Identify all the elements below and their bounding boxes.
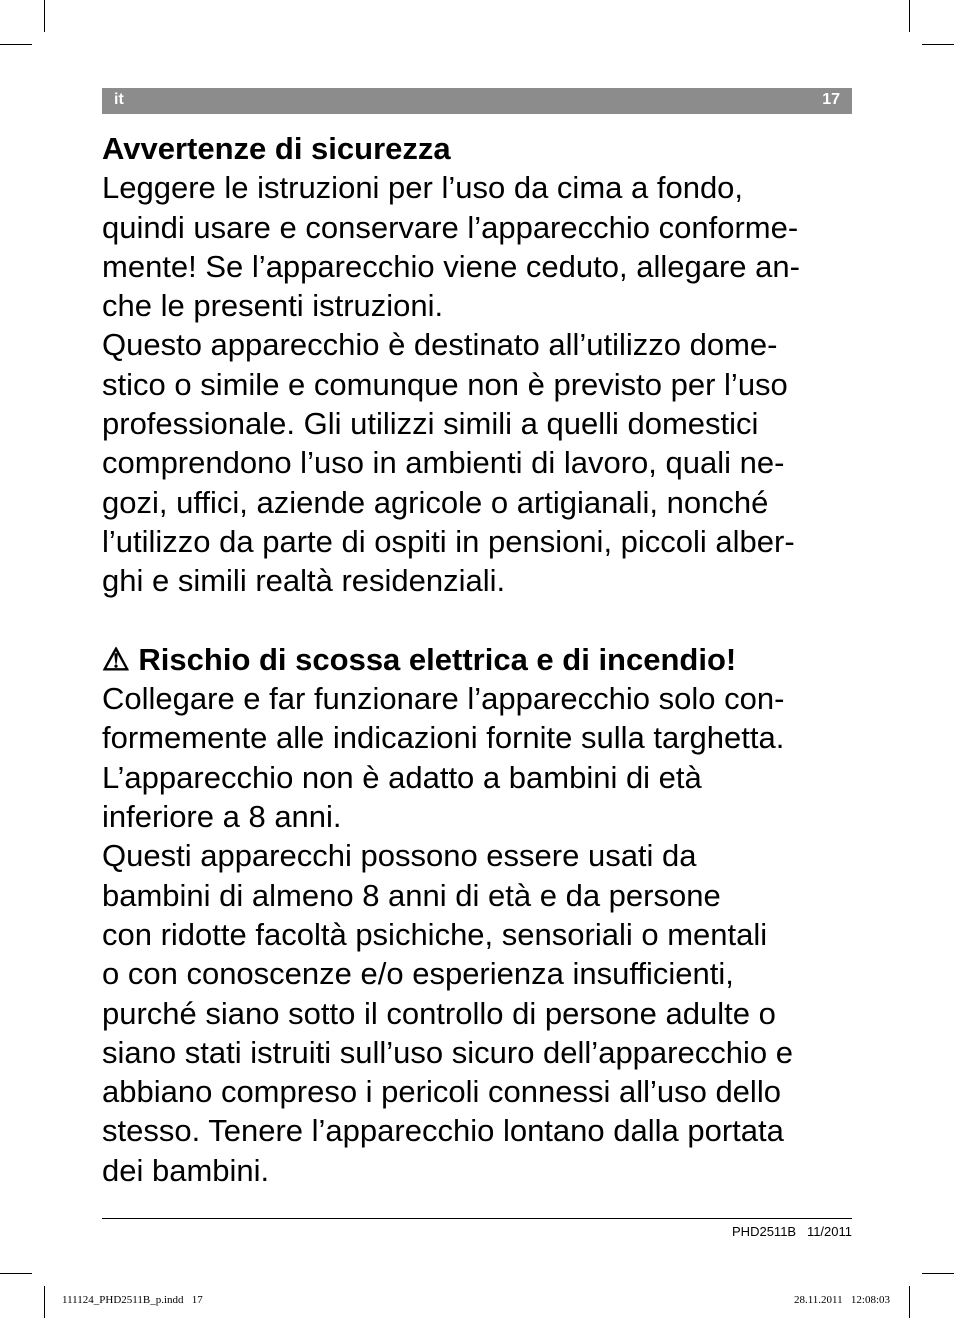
footer-date: 11/2011: [806, 1224, 852, 1239]
section-title-electric-risk-text: Rischio di scossa elettrica e di incendio!: [138, 641, 737, 677]
text-line: ghi e simili realtà residenziali.: [102, 563, 506, 599]
text-line: quindi usare e conservare l’apparecchio conforme-: [102, 209, 799, 245]
text-line: stico o simile e comunque non è previsto per l’uso: [102, 366, 788, 402]
section-title-electric-risk: [102, 640, 862, 679]
section-body-electric-risk: [102, 679, 862, 1190]
text-line: con ridotte facoltà psichiche, sensoriali o mentali: [102, 916, 768, 952]
footer-rule: [102, 1218, 852, 1219]
crop-mark: [0, 1273, 32, 1274]
text-line: che le presenti istruzioni.: [102, 288, 444, 324]
slug-file: 111124_PHD2511B_p.indd 17: [62, 1294, 203, 1306]
section-title-safety: Avvertenze di sicurezza: [102, 131, 451, 166]
paragraph-gap: [102, 601, 862, 640]
text-line: formemente alle indicazioni fornite sulla targhetta.: [102, 720, 785, 756]
text-line: siano stati istruiti sull’uso sicuro dell’apparecchio e: [102, 1034, 793, 1070]
text-line: Questo apparecchio è destinato all’utilizzo dome-: [102, 327, 778, 363]
text-line: L’apparecchio non è adatto a bambini di età: [102, 759, 702, 795]
text-line: purché siano sotto il controllo di persone adulte o: [102, 995, 776, 1031]
crop-mark: [44, 1286, 45, 1318]
crop-mark: [909, 0, 910, 32]
text-line: dei bambini.: [102, 1152, 270, 1188]
footer-model-date: [732, 1224, 852, 1239]
text-line: Questi apparecchi possono essere usati da: [102, 838, 697, 874]
slug-timestamp: 28.11.2011 12:08:03: [793, 1294, 890, 1306]
warning-icon: ⚠: [102, 641, 130, 677]
text-line: abbiano compreso i pericoli connessi all’uso dello: [102, 1074, 781, 1110]
text-line: comprendono l’uso in ambienti di lavoro, quali ne-: [102, 445, 785, 481]
page-header-bar: [102, 88, 852, 114]
text-line: mente! Se l’apparecchio viene ceduto, allegare an-: [102, 248, 800, 284]
footer-model: PHD2511B: [732, 1224, 797, 1239]
crop-mark: [922, 44, 954, 45]
text-line: inferiore a 8 anni.: [102, 799, 342, 835]
text-line: bambini di almeno 8 anni di età e da persone: [102, 877, 721, 913]
text-line: gozi, uffici, aziende agricole o artigianali, nonché: [102, 484, 769, 520]
crop-mark: [44, 0, 45, 32]
text-line: l’utilizzo da parte di ospiti in pensioni, piccoli alber-: [102, 523, 795, 559]
text-line: o con conoscenze e/o esperienza insufficienti,: [102, 956, 734, 992]
section-body-safety: [102, 168, 862, 600]
language-label: it: [114, 91, 124, 108]
text-line: professionale. Gli utilizzi simili a quelli domestici: [102, 406, 759, 442]
crop-mark: [909, 1286, 910, 1318]
text-line: stesso. Tenere l’apparecchio lontano dalla portata: [102, 1113, 784, 1149]
text-line: Collegare e far funzionare l’apparecchio solo con-: [102, 681, 785, 717]
page-number: 17: [822, 91, 840, 108]
main-content: [102, 129, 862, 1190]
crop-mark: [0, 44, 32, 45]
text-line: Leggere le istruzioni per l’uso da cima a fondo,: [102, 170, 744, 206]
crop-mark: [922, 1273, 954, 1274]
